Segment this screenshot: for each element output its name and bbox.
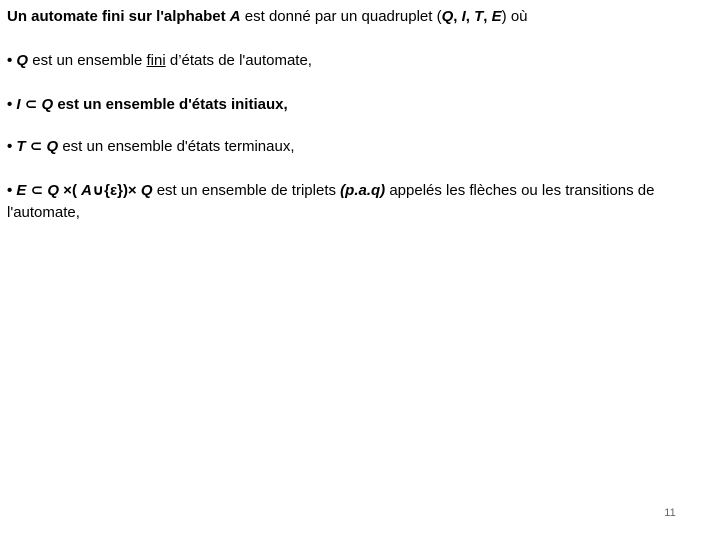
intro-sep-3: ,	[483, 8, 492, 25]
cross-operator: )×	[122, 182, 141, 199]
union-operator: ∪	[91, 182, 105, 199]
intro-sep-1: ,	[453, 8, 462, 25]
item-text: est un ensemble d'états initiaux,	[53, 96, 288, 113]
item-symbol: A	[81, 182, 92, 199]
item-text: est un ensemble de triplets	[152, 182, 341, 199]
bullet-mark: •	[7, 138, 17, 155]
symbol-e: E	[491, 8, 502, 25]
intro-text-2: est donné par un quadruplet (	[240, 8, 442, 25]
cross-operator: ×(	[59, 182, 82, 199]
item-symbol: Q	[41, 96, 54, 113]
item-text: est un ensemble	[28, 52, 147, 69]
intro-line	[7, 6, 528, 28]
bullet-mark: •	[7, 52, 17, 69]
intro-text-1: Un automate fini sur l'alphabet	[7, 8, 230, 25]
bullet-item-e	[7, 180, 713, 224]
item-text: d’états de l'automate,	[165, 52, 312, 69]
subset-operator: ⊂	[25, 138, 47, 155]
item-text-fini: fini	[146, 52, 166, 69]
subset-operator: ⊂	[26, 182, 48, 199]
symbol-i: I	[461, 8, 466, 25]
bullet-mark: •	[7, 96, 17, 113]
item-symbol: Q	[16, 52, 29, 69]
item-symbol: E	[16, 182, 27, 199]
item-symbol: Q	[46, 138, 59, 155]
item-symbol: Q	[47, 182, 60, 199]
item-text: appelés les flèches ou les transitions de l'automate,	[7, 182, 655, 221]
symbol-q: Q	[441, 8, 454, 25]
bullet-mark: •	[7, 182, 17, 199]
intro-sep-2: ,	[465, 8, 475, 25]
item-symbol: I	[16, 96, 21, 113]
symbol-t: T	[474, 8, 484, 25]
subset-operator: ⊂	[20, 96, 42, 113]
item-symbol: Q	[140, 182, 153, 199]
page-number: 11	[664, 507, 676, 519]
alphabet-symbol: A	[229, 8, 241, 25]
item-text: est un ensemble d'états terminaux,	[58, 138, 295, 155]
epsilon-set: {ε}	[104, 182, 123, 199]
bullet-item-q	[7, 50, 312, 72]
intro-text-3: ) où	[501, 8, 528, 25]
bullet-item-t	[7, 136, 295, 158]
item-symbol: T	[16, 138, 26, 155]
triplet-notation: (p.a.q)	[340, 182, 386, 199]
bullet-item-i	[7, 94, 288, 116]
